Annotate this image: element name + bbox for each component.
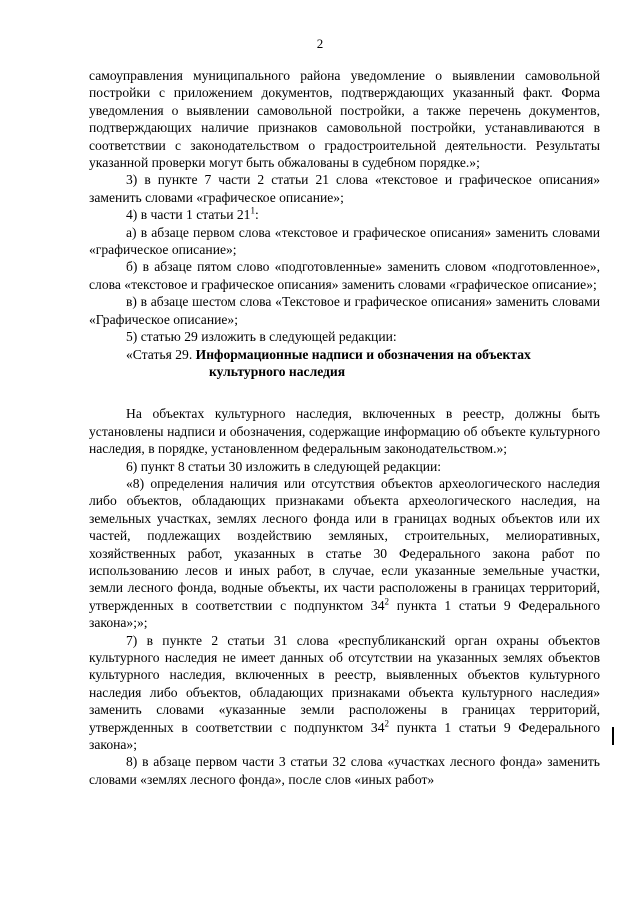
page-number: 2: [316, 36, 324, 51]
paragraph-5: б) в абзаце пятом слово «подготовленные» заменить словом «подготовленное», слова «текстовое и графическое описания» заменить словами «графическое описание»;: [89, 259, 600, 292]
paragraph-6: в) в абзаце шестом слова «Текстовое и графическое описания» заменить словами «Графическое описание»;: [89, 294, 600, 327]
paragraph-11: 7) в пункте 2 статьи 31 слова «республиканский орган охраны объектов культурного наследия не имеет данных об отсутствии на указанных землях объектов культурного наследия, включенных в реестр, выявленных объектов культурного наследия либо объектов, обладающих признаками объекта культурного наследия» заменить словами «указанные земли расположены в границах территорий, утвержденных в соответствии с подпунктом $34^2$ пункта 1 статьи 9 Федерального закона»;: [89, 632, 600, 753]
paragraph-4: а) в абзаце первом слова «текстовое и графическое описания» заменить словами «графическое описание»;: [89, 224, 600, 258]
margin-mark: [612, 727, 614, 745]
article-lead: «Статья 29.: [126, 346, 196, 362]
document-body: [89, 67, 600, 788]
article-heading: [89, 346, 600, 381]
paragraph-2: 3) в пункте 7 части 2 статьи 21 слова «текстовое и графическое описания» заменить словами «графическое описание»;: [89, 172, 600, 205]
paragraph-12: 8) в абзаце первом части 3 статьи 32 слова «участках лесного фонда» заменить словами «землях лесного фонда», после слов «иных работ»: [89, 754, 600, 787]
paragraph-3: 4) в части 1 статьи $21^1$:: [126, 205, 259, 223]
paragraph-9: 6) пункт 8 статьи 30 изложить в следующей редакции:: [126, 458, 442, 474]
article-title-line2: культурного наследия: [209, 363, 346, 379]
paragraph-8: На объектах культурного наследия, включенных в реестр, должны быть установлены надписи и обозначения, содержащие информацию об объекте культурного наследия, в порядке, установленном федеральным законодательством.»;: [89, 406, 600, 457]
paragraph-10: «8) определения наличия или отсутствия объектов археологического наследия либо объектов, обладающих признаками объекта археологического наследия, на земельных участках, землях лесного фонда или в границах водных объектов или их частей, подлежащих воздействию земляных, строительных, мелиоративных, хозяйственных работ, указанных в статье 30 Федерального закона работ по использованию лесов и иных работ, в случае, если указанные земельные участки, земли лесного фонда, водные объекты, их части расположены в границах территорий, утвержденных в соответствии с подпунктом $34^2$ пункта 1 статьи 9 Федерального закона»;»;: [89, 475, 600, 631]
paragraph-1: самоуправления муниципального района уведомление о выявлении самовольной постройки с приложением документов, подтверждающих указанный факт. Форма уведомления о выявлении самовольной постройки, а также перечень документов, подтверждающих наличие признаков самовольной постройки, устанавливаются в соответствии с законодательством о градостроительной деятельности. Результаты указанной проверки могут быть обжалованы в судебном порядке.»;: [89, 68, 600, 171]
article-title-line1: Информационные надписи и обозначения на объектах: [195, 346, 531, 362]
paragraph-7: 5) статью 29 изложить в следующей редакции:: [126, 329, 397, 345]
